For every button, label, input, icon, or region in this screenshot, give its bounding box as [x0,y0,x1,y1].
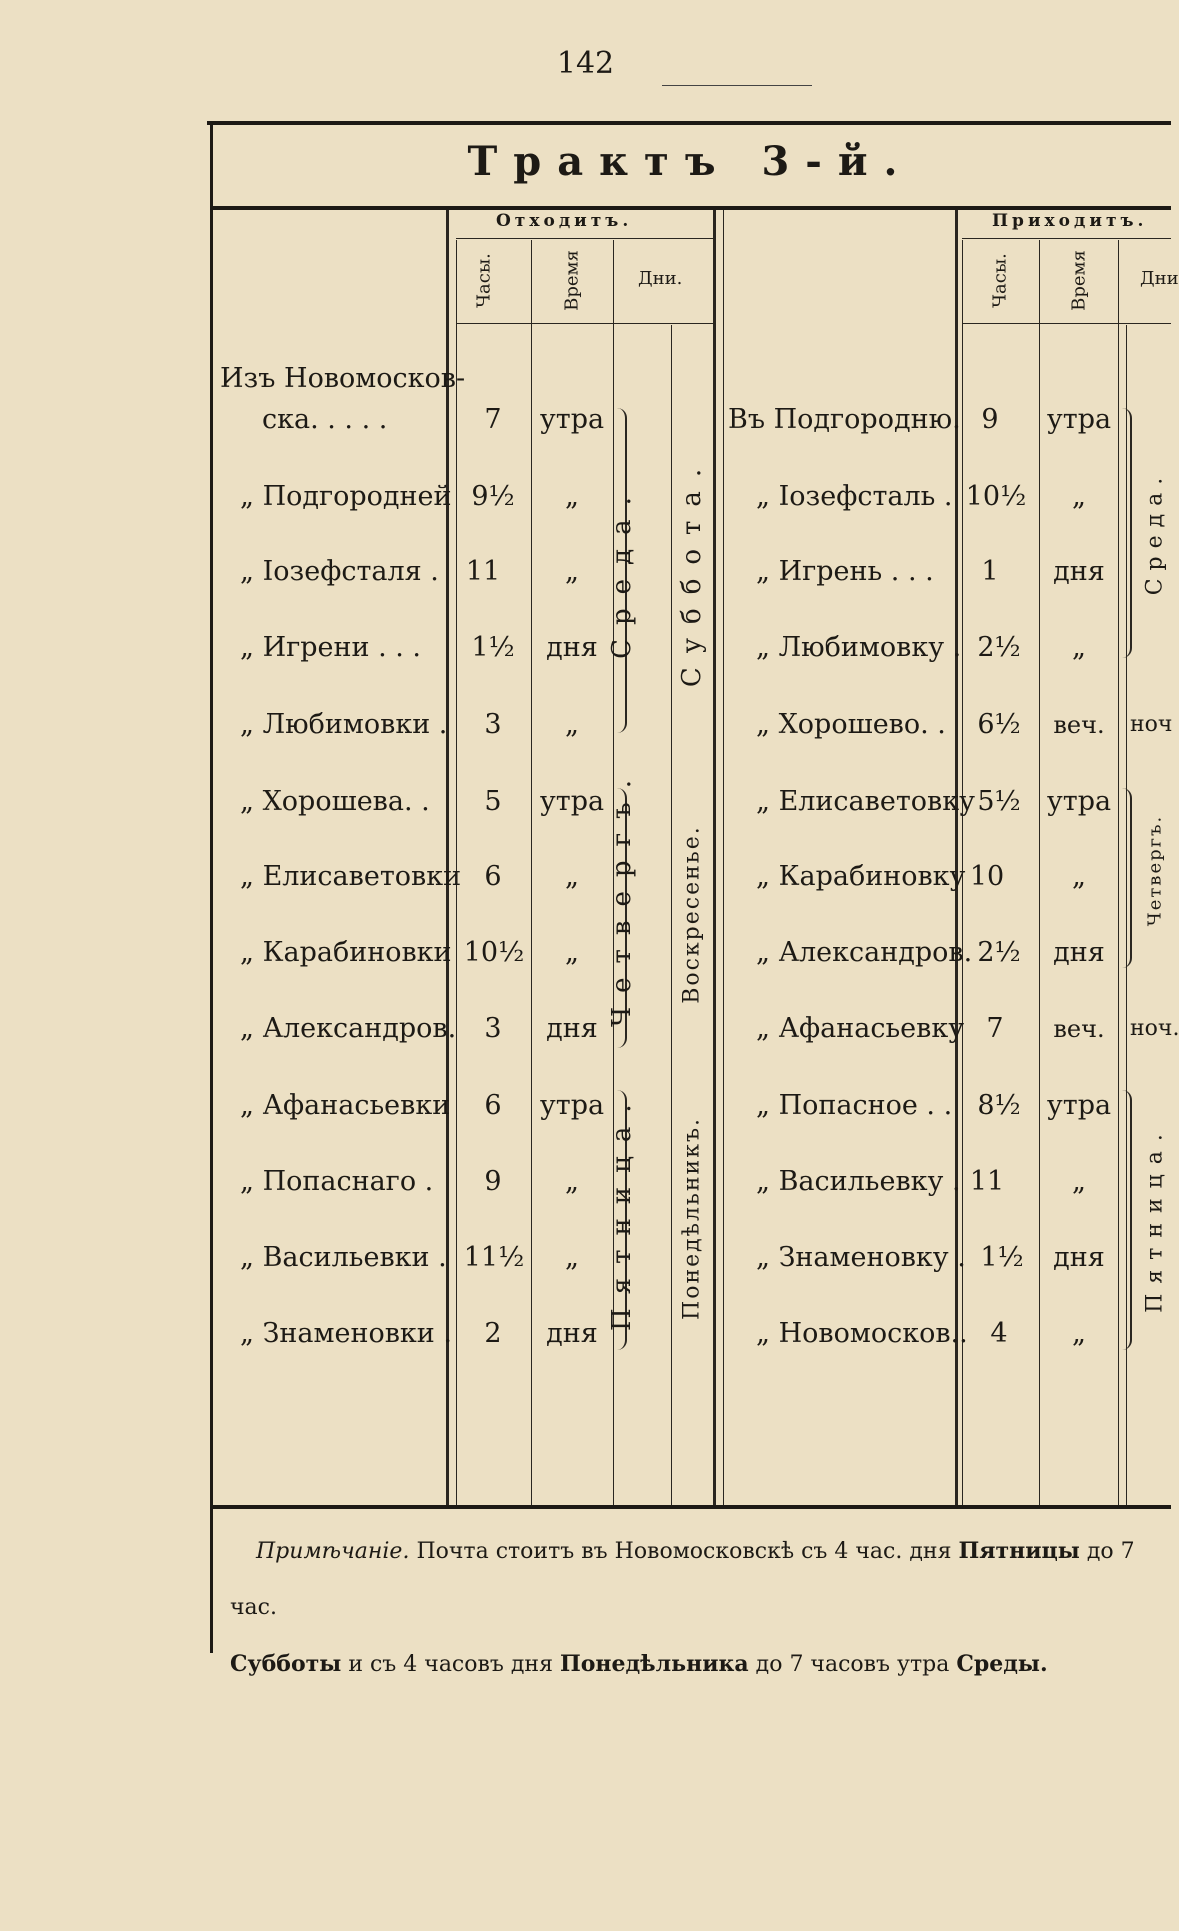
col-line [1039,240,1040,1505]
dep-time: дня [546,1013,598,1044]
dep-time: „ [565,1242,579,1273]
header-rule [962,238,1171,239]
dep-time-header: Время [561,250,583,311]
arr-time: утра [1046,786,1112,817]
day-brace [1122,408,1132,658]
arr-place: „ Васильевку . [756,1166,961,1197]
dep-hour: 11½ [463,1242,525,1273]
note-bold: Субботы [230,1651,342,1677]
page-number-rule [662,85,812,86]
arr-place: „ Новомосков.. [756,1318,968,1349]
arr-hour: 6½ [977,709,1021,740]
arr-hour: 7 [986,1013,1004,1044]
dep-place: „ Александров. [240,1013,457,1044]
arr-days-header: Дни [1140,268,1179,289]
dep-place: „ Елисаветовки [240,861,462,892]
dep-hour: 10½ [463,937,525,968]
note-text: до 7 часовъ утра [755,1652,950,1677]
arr-day-label: Четвергъ. [1144,814,1166,927]
dep-hour: 3 [484,709,502,740]
dep-hours-header: Часы. [473,253,495,308]
arr-time: „ [1072,481,1086,512]
arr-hour: 10½ [965,481,1027,512]
dep-hour: 1½ [471,632,515,663]
arr-day-night: ноч [1130,712,1173,737]
dep-time: утра [539,404,605,435]
arr-place: „ Знаменовку . [756,1242,966,1273]
dep-time: „ [565,937,579,968]
arr-hours-header: Часы. [989,253,1011,308]
table-frame-top [207,121,1171,125]
dep-day-label: Суббота. [677,454,707,688]
dep-time: „ [565,861,579,892]
arr-place: „ Игрень . . . [756,556,934,587]
arr-place: „ Любимовку . [756,632,962,663]
note-text: Почта стоитъ въ Новомосковскѣ съ 4 час. дня [416,1539,952,1564]
dep-hour: 7 [484,404,502,435]
arr-day-night: ноч. [1130,1016,1179,1041]
header-rule [456,238,713,239]
arr-hour: 9 [981,404,999,435]
dep-place: „ Іозефсталя . [240,556,439,587]
dep-hour: 6 [484,1090,502,1121]
arr-time: веч. [1053,1015,1105,1043]
arr-place: „ Карабиновку [756,861,966,892]
dep-place: ска. . . . . [262,404,388,435]
table-frame-left [210,123,213,1653]
note-bold: Понедѣльника [559,1651,749,1677]
dep-hour: 6 [484,861,502,892]
arr-hour: 1 [981,556,999,587]
arr-time: веч. [1053,711,1105,739]
arr-hour: 8½ [977,1090,1021,1121]
dep-hour: 9½ [471,481,515,512]
page-number: 142 [556,46,615,81]
arr-hour: 4 [990,1318,1008,1349]
dep-place: „ Афанасьевки [240,1090,451,1121]
note-text: до 7 час. [230,1539,1135,1620]
col-line [1118,240,1119,1505]
dep-day-label: Пятница. [607,1090,637,1331]
col-line [531,240,532,1505]
dep-hour: 3 [484,1013,502,1044]
dep-place: „ Знаменовки . [240,1318,452,1349]
arr-time: „ [1072,1166,1086,1197]
arr-hour: 2½ [977,937,1021,968]
note-bold: Пятницы [958,1538,1080,1564]
col-line [671,325,672,1505]
arr-day-label: Среда. [1142,469,1168,596]
dep-time: „ [565,1166,579,1197]
dep-place: „ Любимовки . [240,709,448,740]
arr-place: „ Афанасьевку [756,1013,965,1044]
arr-place: „ Елисаветовку [756,786,975,817]
note-text: и съ 4 часовъ дня [348,1652,553,1677]
arr-time: „ [1072,632,1086,663]
dep-day-label: Понедѣльникъ. [679,1117,705,1320]
dep-days-header: Дни. [638,268,683,289]
arr-hour: 11 [969,1166,1005,1197]
arr-time: утра [1046,404,1112,435]
arr-time: „ [1072,861,1086,892]
dep-place: „ Попаснаго . [240,1166,434,1197]
arr-hour: 5½ [977,786,1021,817]
arr-hour: 1½ [980,1242,1024,1273]
header-rule [962,323,1171,324]
arr-place: „ Александров. [756,937,973,968]
dep-day-label: Среда. [607,483,637,659]
dep-day-label: Четвергъ. [607,766,637,1027]
dep-place: „ Игрени . . . [240,632,422,663]
departs-header: Отходитъ. [496,211,633,231]
dep-place: „ Подгородней [240,481,452,512]
dep-time: „ [565,556,579,587]
arrives-header: Приходитъ. [992,211,1148,231]
arr-time: дня [1053,937,1105,968]
dep-hour: 11 [465,556,501,587]
dep-hour: 2 [484,1318,502,1349]
col-line [713,210,716,1505]
dep-time: утра [539,786,605,817]
arr-time-header: Время [1068,250,1090,311]
dep-time: утра [539,1090,605,1121]
dep-time: дня [546,632,598,663]
header-rule [456,323,713,324]
dep-place: Изъ Новомосков- [220,363,466,394]
dep-day-label: Воскресенье. [679,825,705,1004]
col-line [446,210,449,1505]
arr-time: дня [1053,556,1105,587]
route-title: Трактъ 3-й. [467,138,914,185]
note-bold: Среды. [956,1651,1048,1677]
arr-day-label: Пятница. [1142,1124,1168,1313]
day-brace [1122,788,1132,968]
arr-time: утра [1046,1090,1112,1121]
dep-time: дня [546,1318,598,1349]
arr-place: „ Іозефсталь . [756,481,953,512]
dep-place: „ Васильевки . [240,1242,447,1273]
table-bottom-rule [213,1505,1171,1509]
dep-place: „ Хорошева. . [240,786,430,817]
arr-place: „ Хорошево. . [756,709,946,740]
note-label: Примѣчаніе. [256,1539,410,1564]
day-brace [1122,1090,1132,1350]
arr-time: дня [1053,1242,1105,1273]
dep-hour: 5 [484,786,502,817]
arr-time: „ [1072,1318,1086,1349]
dep-time: „ [565,709,579,740]
arr-place: „ Попасное . . [756,1090,953,1121]
title-rule [213,206,1171,210]
arr-place: Въ Подгородню. [728,404,961,435]
footnote [230,1523,1168,1693]
col-line [723,210,724,1505]
dep-time: „ [565,481,579,512]
dep-hour: 9 [484,1166,502,1197]
arr-hour: 2½ [977,632,1021,663]
dep-place: „ Карабиновки [240,937,452,968]
arr-hour: 10 [969,861,1005,892]
